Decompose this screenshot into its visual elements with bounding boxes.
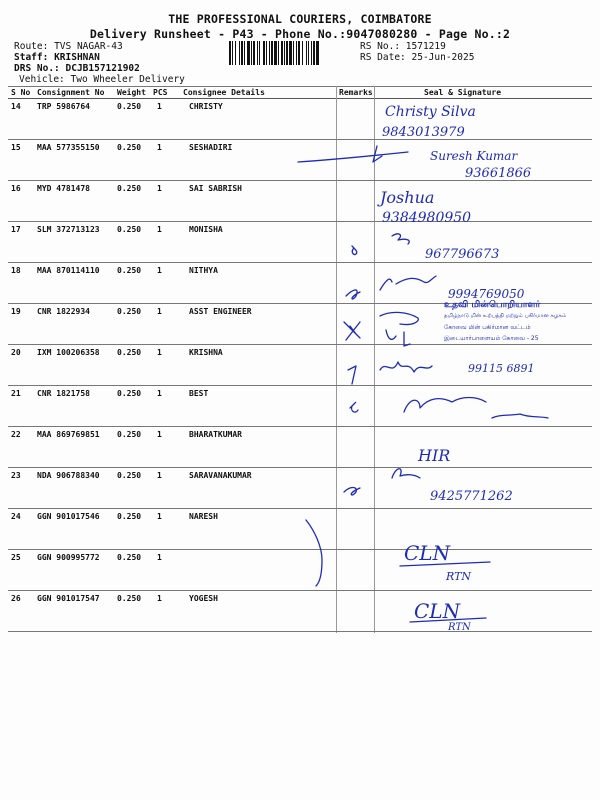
drs-value: DCJB157121902 [65, 63, 140, 74]
r17-phone: 967796673 [425, 247, 500, 262]
row-pcs: 1 [157, 389, 162, 398]
row-sno: 20 [11, 348, 21, 357]
col-pcs: PCS [153, 88, 168, 97]
vehicle-label: Vehicle: [19, 74, 65, 85]
row-weight: 0.250 [117, 143, 142, 152]
row-weight: 0.250 [117, 430, 142, 439]
row-consignment-no: GGN 901017546 [37, 512, 100, 521]
row-sno: 26 [11, 594, 21, 603]
row-consignment-no: GGN 901017547 [37, 594, 100, 603]
col-remarks: Remarks [339, 88, 373, 97]
row-pcs: 1 [157, 553, 162, 562]
row-weight: 0.250 [117, 348, 142, 357]
row-pcs: 1 [157, 225, 162, 234]
rs-no-value: 1571219 [405, 41, 446, 52]
row-consignee: KRISHNA [189, 348, 223, 357]
col-weight: Weight [117, 88, 146, 97]
r26-cln: CLN [414, 599, 461, 623]
r23-signature [392, 469, 420, 478]
row-consignee: ASST ENGINEER [189, 307, 252, 316]
row-consignee: BEST [189, 389, 209, 398]
r18-signature [380, 276, 436, 290]
row-sno: 18 [11, 266, 21, 275]
row-consignee: MONISHA [189, 225, 223, 234]
row-pcs: 1 [157, 184, 162, 193]
r15-tick [373, 146, 382, 162]
row-sno: 23 [11, 471, 21, 480]
r21-remark-mark [350, 402, 358, 412]
row-consignee: NITHYA [189, 266, 218, 275]
row-consignment-no: SLM 372713123 [37, 225, 100, 234]
row-consignment-no: IXM 100206358 [37, 348, 100, 357]
route-value: TVS NAGAR-43 [54, 41, 123, 52]
r18-remark-mark [346, 290, 360, 299]
row-consignment-no: MYD 4781478 [37, 184, 90, 193]
row-consignment-no: MAA 870114110 [37, 266, 100, 275]
row-pcs: 1 [157, 307, 162, 316]
row-sno: 19 [11, 307, 21, 316]
row-consignment-no: MAA 577355150 [37, 143, 100, 152]
row-pcs: 1 [157, 102, 162, 111]
col-seal-signature: Seal & Signature [424, 88, 502, 97]
row-consignee: SAI SABRISH [189, 184, 242, 193]
r20-phone: 99115 6891 [468, 362, 535, 375]
company-title: THE PROFESSIONAL COURIERS, COIMBATORE [168, 12, 432, 26]
r17-signature [392, 234, 409, 244]
drs-label: DRS No.: [14, 63, 60, 74]
r23-note: HIR [418, 446, 451, 465]
row-weight: 0.250 [117, 307, 142, 316]
r25-rtn: RTN [446, 570, 472, 583]
row-pcs: 1 [157, 512, 162, 521]
row-pcs: 1 [157, 430, 162, 439]
r25-cln: CLN [404, 541, 451, 565]
stamp-line-4: இடையார்பாளையம் கோவை - 25 [444, 335, 539, 342]
row-consignee: BHARATKUMAR [189, 430, 242, 439]
r15-signature: Suresh Kumar [430, 149, 518, 163]
r23-phone: 9425771262 [430, 489, 513, 504]
rs-date-label: RS Date: [360, 52, 406, 63]
row-weight: 0.250 [117, 102, 142, 111]
rs-date-value: 25-Jun-2025 [411, 52, 475, 63]
r17-remark-mark [352, 246, 357, 255]
row-consignment-no: MAA 869769851 [37, 430, 100, 439]
row-weight: 0.250 [117, 512, 142, 521]
row-consignee: NARESH [189, 512, 218, 521]
r15-phone: 93661866 [465, 166, 532, 181]
row-consignment-no: GGN 900995772 [37, 553, 100, 562]
row-sno: 15 [11, 143, 21, 152]
row-consignment-no: CNR 1821758 [37, 389, 90, 398]
row-pcs: 1 [157, 471, 162, 480]
row-sno: 17 [11, 225, 21, 234]
r14-signature: Christy Silva [385, 104, 476, 120]
r18-phone: 9994769050 [448, 287, 525, 301]
row-consignee: CHRISTY [189, 102, 223, 111]
row-sno: 25 [11, 553, 21, 562]
r26-rtn: RTN [448, 622, 471, 633]
row-consignment-no: NDA 906788340 [37, 471, 100, 480]
row-pcs: 1 [157, 266, 162, 275]
row-weight: 0.250 [117, 553, 142, 562]
row-sno: 22 [11, 430, 21, 439]
row-consignee: SARAVANAKUMAR [189, 471, 252, 480]
row-pcs: 1 [157, 594, 162, 603]
route-label: Route: [14, 41, 49, 52]
col-consignee: Consignee Details [183, 88, 265, 97]
r16-phone: 9384980950 [382, 210, 472, 226]
rs-no-label: RS No.: [360, 41, 401, 52]
row-weight: 0.250 [117, 266, 142, 275]
r19-remark-mark [344, 322, 360, 340]
staff-value: KRISHNAN [54, 52, 100, 63]
r24-bracket [306, 520, 322, 586]
r19-signature [380, 312, 418, 346]
official-stamp [444, 300, 594, 344]
row-weight: 0.250 [117, 184, 142, 193]
row-consignment-no: TRP 5986764 [37, 102, 90, 111]
row-consignee: YOGESH [189, 594, 218, 603]
row-consignee: SESHADIRI [189, 143, 233, 152]
row-pcs: 1 [157, 143, 162, 152]
runsheet-subtitle: Delivery Runsheet - P43 - Phone No.:9047080280 - Page No.:2 [89, 27, 511, 41]
row-weight: 0.250 [117, 594, 142, 603]
row-sno: 24 [11, 512, 21, 521]
row-weight: 0.250 [117, 389, 142, 398]
row-weight: 0.250 [117, 471, 142, 480]
r21-signature [404, 398, 486, 413]
stamp-line-3: கோவை மின் பகிர்மான வட்டம் [444, 324, 531, 331]
row-sno: 16 [11, 184, 21, 193]
r16-signature: Joshua [380, 188, 435, 207]
row-sno: 14 [11, 102, 21, 111]
r20-signature [380, 362, 432, 372]
staff-label: Staff: [14, 52, 49, 63]
r14-phone: 9843013979 [382, 125, 465, 140]
row-pcs: 1 [157, 348, 162, 357]
col-sno: S No [11, 88, 31, 97]
r15-long-stroke [298, 152, 408, 162]
r20-remark-mark [348, 366, 356, 384]
row-consignment-no: CNR 1822934 [37, 307, 90, 316]
row-sno: 21 [11, 389, 21, 398]
r21-signature-tail [492, 414, 548, 418]
vehicle-value: Two Wheeler Delivery [70, 74, 185, 85]
stamp-line-1: உதவி மின்பொறியாளர் [444, 300, 541, 310]
row-weight: 0.250 [117, 225, 142, 234]
col-consignment: Consignment No [37, 88, 105, 97]
r23-remark-mark [344, 488, 360, 495]
stamp-line-2: தமிழ்நாடு மின் உற்பத்தி மற்றும் பகிர்மான கழகம் [444, 313, 567, 319]
